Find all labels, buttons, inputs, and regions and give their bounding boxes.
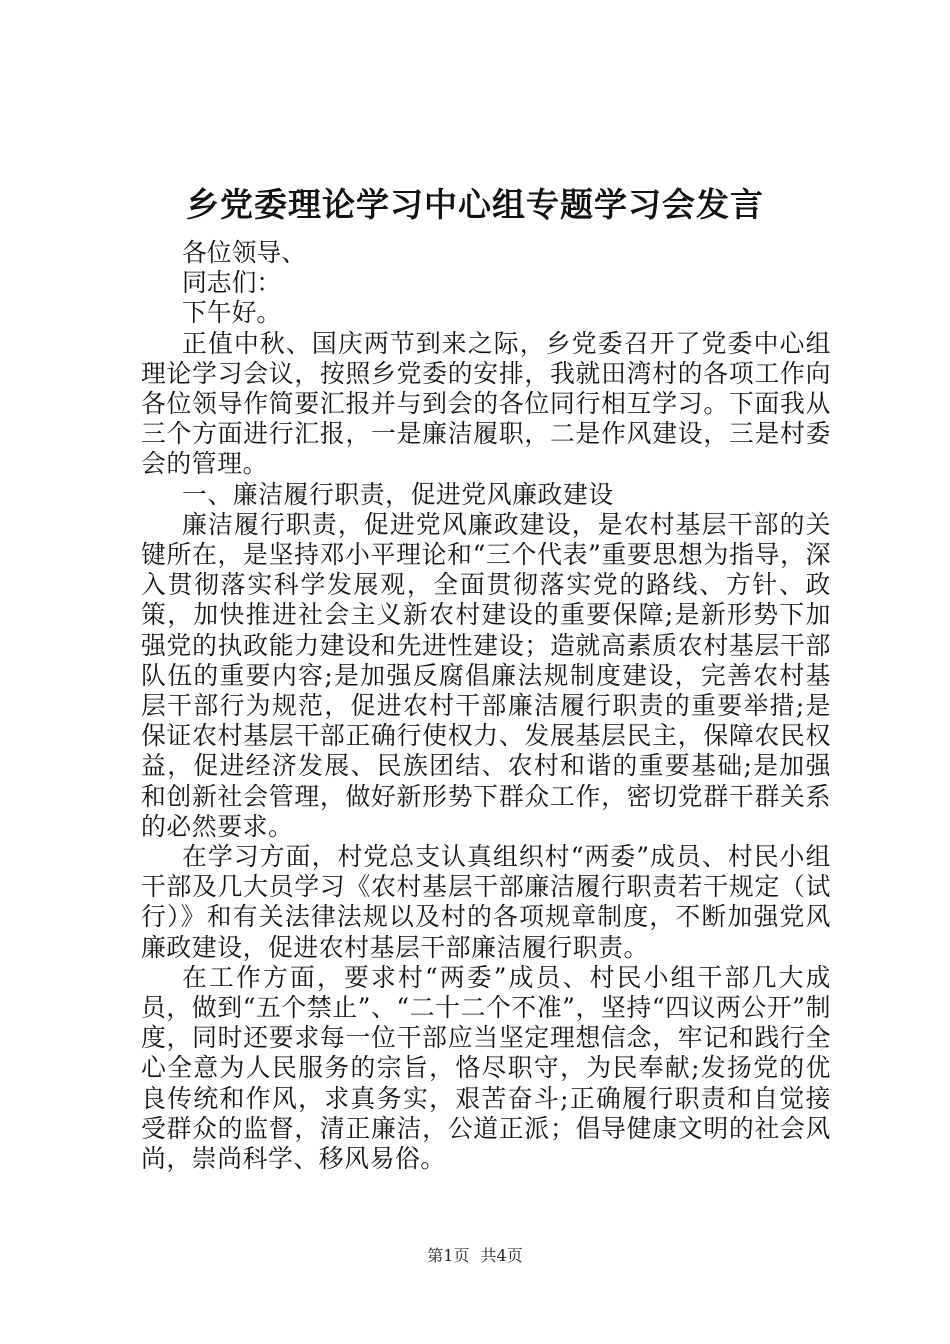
document-body <box>141 238 831 1174</box>
salutation-leaders: 各位领导、 <box>182 238 306 267</box>
section-heading: 一、廉洁履行职责，促进党风廉政建设 <box>182 479 614 509</box>
paragraph-intro: 正值中秋、国庆两节到来之际，乡党委召开了党委中心组理论学习会议，按照乡党委的安排，我就田湾村的各项工作向各位领导作简要汇报并与到会的各位同行相互学习。下面我从三个方面进行汇报，一是廉洁履职，二是作风建设，三是村委会的管理。 <box>141 328 831 479</box>
greeting: 下午好。 <box>182 298 282 328</box>
page-footer <box>0 1246 950 1266</box>
salutation-comrades: 同志们： <box>182 268 282 298</box>
page-total: 共4页 <box>480 1246 523 1265</box>
paragraph-work: 在工作方面，要求村“两委”成员、村民小组干部几大成员，做到“五个禁止”、“二十二个不准”，坚持“四议两公开”制度，同时还要求每一位干部应当坚定理想信念，牢记和践行全心全意为人民服务的宗旨，恪尽职守，为民奉献;发扬党的优良传统和作风，求真务实，艰苦奋斗;正确履行职责和自觉接受群众的监督，清正廉洁，公道正派；倡导健康文明的社会风尚，崇尚科学、移风易俗。 <box>141 962 831 1174</box>
document-title: 乡党委理论学习中心组专题学习会发言 <box>186 185 764 224</box>
paragraph-significance: 廉洁履行职责，促进党风廉政建设，是农村基层干部的关键所在，是坚持邓小平理论和“三个代表”重要思想为指导，深入贯彻落实科学发展观，全面贯彻落实党的路线、方针、政策，加快推进社会主义新农村建设的重要保障;是新形势下加强党的执政能力建设和先进性建设；造就高素质农村基层干部队伍的重要内容;是加强反腐倡廉法规制度建设，完善农村基层干部行为规范，促进农村干部廉洁履行职责的重要举措;是保证农村基层干部正确行使权力、发展基层民主，保障农民权益，促进经济发展、民族团结、农村和谐的重要基础;是加强和创新社会管理，做好新形势下群众工作，密切党群干群关系的必然要求。 <box>141 509 831 841</box>
paragraph-study: 在学习方面，村党总支认真组织村“两委”成员、村民小组干部及几大员学习《农村基层干部廉洁履行职责若干规定（试行）》和有关法律法规以及村的各项规章制度，不断加强党风廉政建设，促进农村基层干部廉洁履行职责。 <box>141 842 831 962</box>
page-number: 第1页 <box>427 1246 470 1265</box>
